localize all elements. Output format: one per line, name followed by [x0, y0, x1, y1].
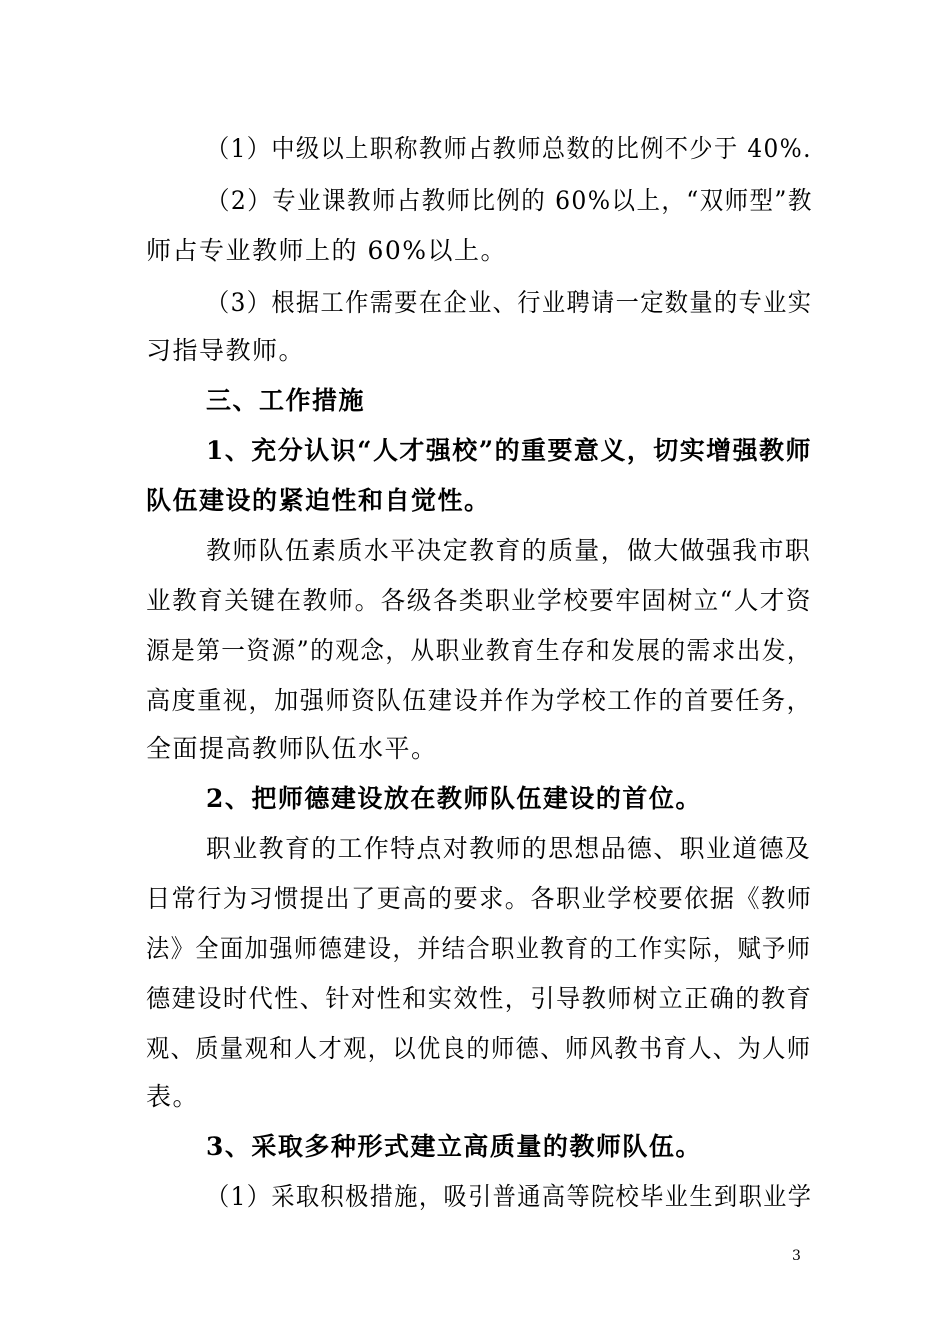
subsection-heading: 2、把师德建设放在教师队伍建设的首位。: [206, 784, 702, 813]
text-line: 习指导教师。: [146, 336, 306, 365]
text-line: 师占专业教师上的 60%以上。: [146, 236, 508, 265]
text-line: （2）专业课教师占教师比例的 60%以上，“双师型”教: [206, 186, 813, 215]
text-line: （1）采取积极措施，吸引普通高等院校毕业生到职业学: [206, 1182, 813, 1211]
text-line: （1）中级以上职称教师占教师总数的比例不少于 40%.: [206, 134, 812, 163]
page-number: 3: [792, 1248, 801, 1264]
text-line: 日常行为习惯提出了更高的要求。各职业学校要依据《教师: [146, 884, 813, 913]
text-line: 高度重视，加强师资队伍建设并作为学校工作的首要任务，: [146, 686, 813, 715]
text-line: 全面提高教师队伍水平。: [146, 734, 438, 763]
text-line: 教师队伍素质水平决定教育的质量，做大做强我市职: [206, 536, 812, 565]
text-line: 业教育关键在教师。各级各类职业学校要牢固树立“人才资: [146, 586, 812, 615]
text-line: 观、质量观和人才观，以优良的师德、师风教书育人、为人师: [146, 1034, 812, 1063]
subsection-heading: 3、采取多种形式建立高质量的教师队伍。: [206, 1132, 702, 1161]
text-line: 德建设时代性、针对性和实效性，引导教师树立正确的教育: [146, 984, 813, 1013]
text-line: 职业教育的工作特点对教师的思想品德、职业道德及: [206, 834, 812, 863]
section-heading: 三、工作措施: [206, 386, 366, 415]
text-line: 法》全面加强师德建设，并结合职业教育的工作实际，赋予师: [146, 934, 812, 963]
text-line: 源是第一资源”的观念，从职业教育生存和发展的需求出发，: [146, 636, 813, 665]
subsection-heading: 1、充分认识“人才强校”的重要意义，切实增强教师: [206, 436, 812, 465]
subsection-heading: 队伍建设的紧迫性和自觉性。: [146, 486, 491, 515]
text-line: （3）根据工作需要在企业、行业聘请一定数量的专业实: [206, 288, 813, 317]
text-line: 表。: [146, 1082, 200, 1111]
